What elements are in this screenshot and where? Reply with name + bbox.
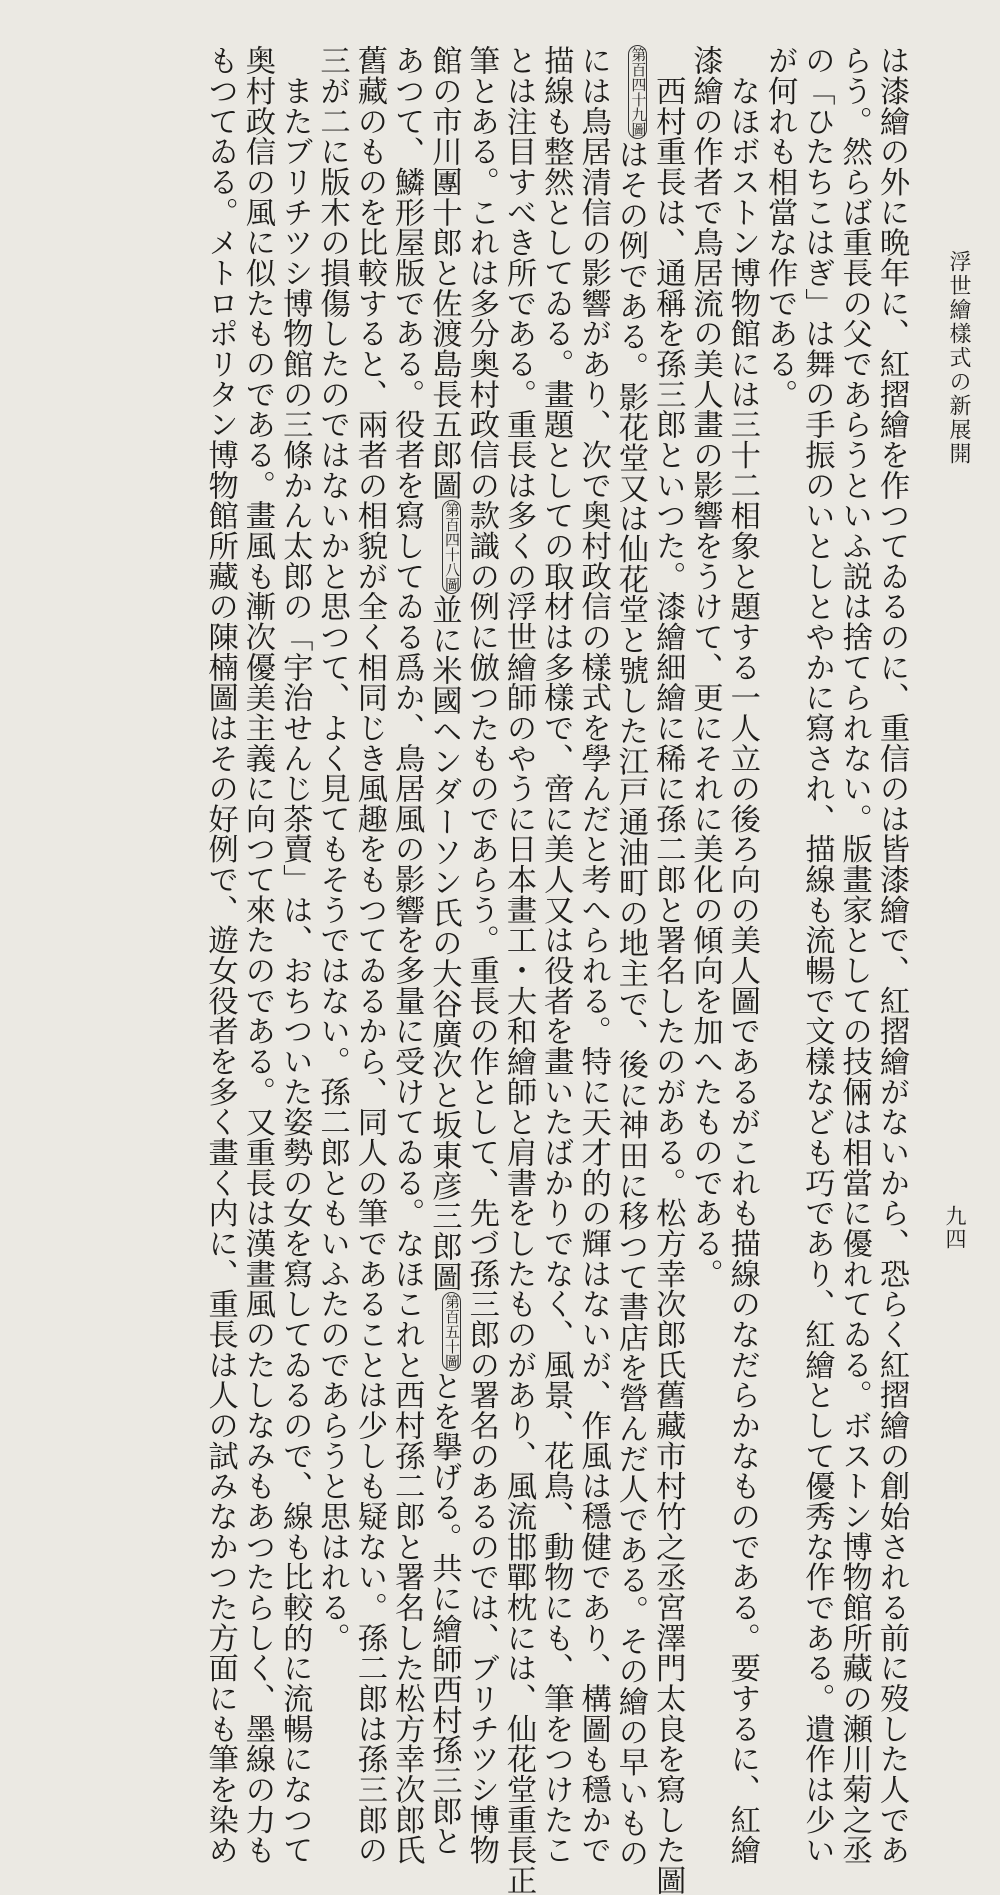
text-line: 三が二に版木の損傷したのではないかと思つて、よく見てもそうではない。孫二郎ともいふたのであらうと思はれる。 — [314, 45, 350, 1653]
text-line: 描線も整然としてゐる。畫題としての取材は多樣で、啻に美人又は役者を畫いたばかりでなく、風景、花鳥、動物にも、筆をつけたこ — [538, 45, 574, 1865]
figure-reference-note: 第百四十九圖 — [629, 47, 648, 137]
text-line: 漆繪の作者で鳥居流の美人畫の影響をうけて、更にそれに美化の傾向を加へたものである。 — [687, 45, 723, 1289]
text-line: が何れも相當な作である。 — [762, 45, 798, 409]
text-line: 舊藏のものを比較すると、兩者の相貌が全く相同じき風趣をもつてゐるから、同人の筆であることは少しも疑ない。孫二郎は孫三郎の — [351, 45, 387, 1865]
text-line: なほボストン博物館には三十二相象と題する一人立の後ろ向の美人圖であるがこれも描線のなだらかなものである。要するに、紅繪 — [724, 45, 760, 1865]
text-line: は漆繪の外に晩年に、紅摺繪を作つてゐるのに、重信のは皆漆繪で、紅摺繪がないから、恐らく紅摺繪の創始される前に歿した人であ — [874, 45, 909, 1865]
text-line: の「ひたちこはぎ」は舞の手振のいとしとやかに寫され、描線も流暢で文樣なども巧であり、紅繪として優秀な作である。遺作は少い — [799, 45, 835, 1865]
text-line: には鳥居清信の影響があり、次で奥村政信の樣式を學んだと考へられる。特に天才的の輝はないが、作風は穩健であり、構圖も穩かで — [575, 45, 611, 1865]
text-line: 館の市川團十郎と佐渡島長五郎圖第百四十八圖並に米國ヘンダーソン氏の大谷廣次と坂東彦三郎圖第百五十圖とを擧げる。共に繪師西村孫三郎と — [426, 45, 462, 1856]
text-line: もつてゐる。メトロポリタン博物館所藏の陳楠圖はその好例で、遊女役者を多く畫く内に、重長は人の試みなかつた方面にも筆を染め — [202, 45, 238, 1865]
text-line: らう。然らば重長の父であらうといふ説は捨てられない。版畫家としての技倆は相當に優れてゐる。ボストン博物館所藏の瀬川菊之丞 — [836, 45, 872, 1865]
text-line: とは注目すべき所である。重長は多くの浮世繪師のやうに日本畫工・大和繪師と肩書をしたものがあり、風流邯鄲枕には、仙花堂重長正 — [501, 45, 537, 1895]
text-line: 西村重長は、通稱を孫三郎といつた。漆繪細繪に稀に孫二郎と署名したのがある。松方幸次郎氏舊藏市村竹之丞宮澤門太良を寫した圖 — [650, 45, 686, 1895]
text-line: 筆とある。これは多分奥村政信の款識の例に倣つたものであらう。重長の作として、先づ孫三郎の署名のあるのでは、ブリチツシ博物 — [463, 45, 499, 1865]
figure-reference-note: 第百五十圖 — [442, 1293, 461, 1369]
page-number: 九四 — [943, 1205, 967, 1251]
text-line: またブリチツシ博物館の三條かん太郎の「宇治せんじ茶賣」は、おちついた姿勢の女を寫してゐるので、線も比較的に流暢になつて — [277, 45, 313, 1865]
body-text — [50, 45, 910, 1895]
text-line: 第百四十九圖はその例である。影花堂又は仙花堂と號した江戸通油町の地主で、後に神田に移つて書店を營んだ人である。その繪の早いもの — [612, 47, 648, 1868]
figure-reference-note: 第百四十八圖 — [442, 501, 461, 592]
text-line: あつて、鱗形屋版である。役者を寫してゐる爲か、鳥居風の影響を多量に受けてゐる。なほこれと西村孫二郎と署名した松方幸次郎氏 — [389, 45, 425, 1865]
running-header: 浮世繪樣式の新展開 — [946, 250, 971, 466]
text-line: 奥村政信の風に似たものである。畫風も漸次優美主義に向つて來たのである。又重長は漢畫風のたしなみもあつたらしく、墨線の力も — [239, 45, 275, 1865]
